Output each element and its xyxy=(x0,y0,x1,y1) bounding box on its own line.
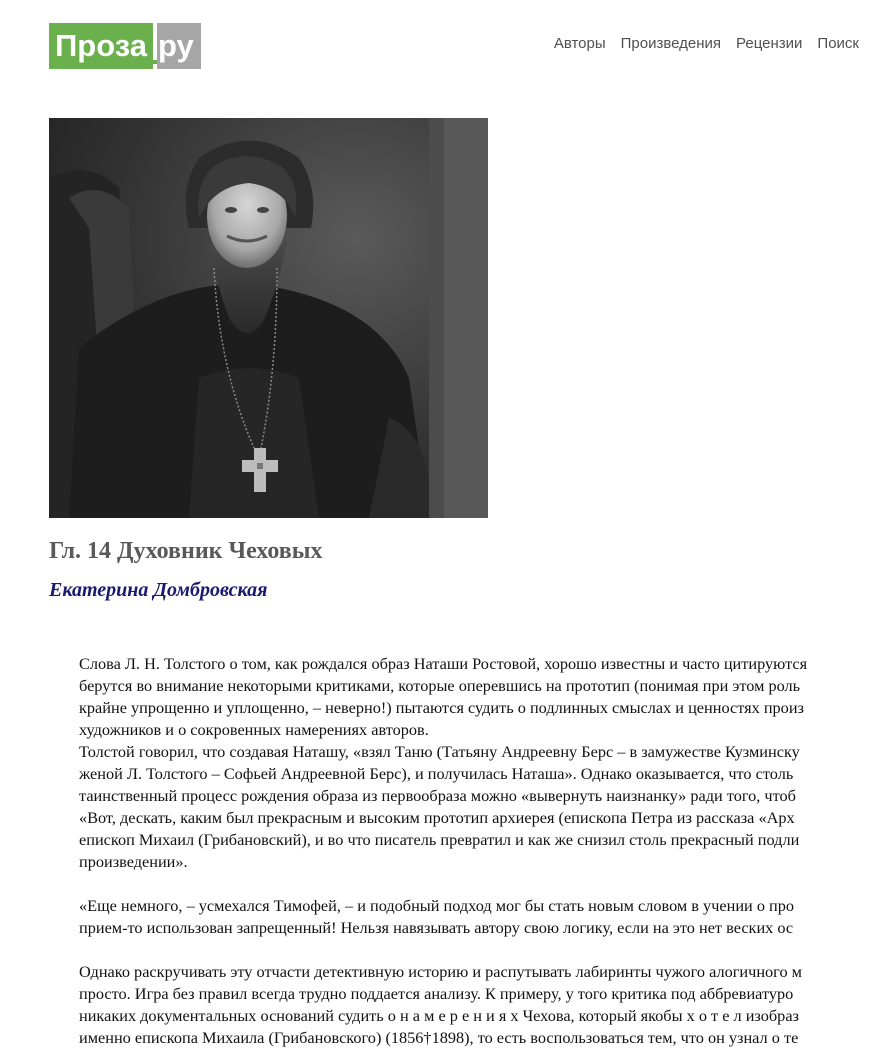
paragraph xyxy=(79,653,869,873)
text-line: таинственный процесс рождения образа из первообраза можно «вывернуть наизнанку» ради того, чтоб xyxy=(79,786,796,805)
text-line: никаких документальных оснований судить о н а м е р е н и я х Чехова, который якобы х о т е л изобраз xyxy=(79,1006,799,1025)
text-line: «Вот, дескать, каким был прекрасным и высоким прототип архиерея (епископа Петра из рассказа «Арх xyxy=(79,808,795,827)
logo-text-ru: ру xyxy=(157,23,201,69)
logo-dot xyxy=(153,23,157,69)
text-line: просто. Игра без правил всегда трудно поддается анализу. К примеру, у того критика под аббревиатуро xyxy=(79,984,794,1003)
article-photo xyxy=(49,118,488,518)
text-line: именно епископа Михаила (Грибановского) (1856†1898), то есть воспользоваться тем, что он узнал о те xyxy=(79,1028,799,1047)
text-line: Однако раскручивать эту отчасти детективную историю и распутывать лабиринты чужого алогичного м xyxy=(79,962,802,981)
text-line: епископ Михаил (Грибановский), и во что писатель превратил и как же снизил столь прекрасный подли xyxy=(79,830,800,849)
text-line: «Еще немного, – усмехался Тимофей, – и подобный подход мог бы стать новым словом в учении о про xyxy=(79,896,795,915)
text-line: Толстой говорил, что создавая Наташу, «взял Таню (Татьяну Андреевну Берс – в замужестве Кузминску xyxy=(79,742,800,761)
text-line: Слова Л. Н. Толстого о том, как рождался образ Наташи Ростовой, хорошо известны и часто цитируются xyxy=(79,654,808,673)
text-line: крайне упрощенно и уплощенно, – неверно!) пытаются судить о подлинных смыслах и ценностях произ xyxy=(79,698,804,717)
text-line: берутся во внимание некоторыми критиками, которые оперевшись на прототип (понимая при этом роль xyxy=(79,676,801,695)
portrait-photo-image xyxy=(49,118,488,518)
article-title: Гл. 14 Духовник Чеховых xyxy=(49,538,323,564)
text-line: произведении». xyxy=(79,852,188,871)
author-link[interactable]: Екатерина Домбровская xyxy=(49,579,268,601)
paragraph xyxy=(79,961,869,1049)
text-line: художников и о сокровенных намерениях авторов. xyxy=(79,720,429,739)
logo-text-proza: Проза xyxy=(49,23,153,69)
article-text xyxy=(79,653,869,1049)
paragraph xyxy=(79,895,869,939)
text-line: женой Л. Толстого – Софьей Андреевной Берс), и получилась Наташа». Однако оказывается, что столь xyxy=(79,764,794,783)
paragraph-gap xyxy=(79,939,869,961)
site-logo[interactable] xyxy=(49,23,201,69)
nav-link-authors[interactable]: Авторы xyxy=(553,35,606,52)
text-line: прием-то использован запрещенный! Нельзя навязывать автору свою логику, если на это нет веских ос xyxy=(79,918,794,937)
nav-link-works[interactable]: Произведения xyxy=(620,35,722,52)
nav-link-reviews[interactable]: Рецензии xyxy=(736,35,803,52)
main-nav xyxy=(554,35,859,52)
paragraph-gap xyxy=(79,873,869,895)
nav-link-search[interactable]: Поиск xyxy=(817,35,859,52)
